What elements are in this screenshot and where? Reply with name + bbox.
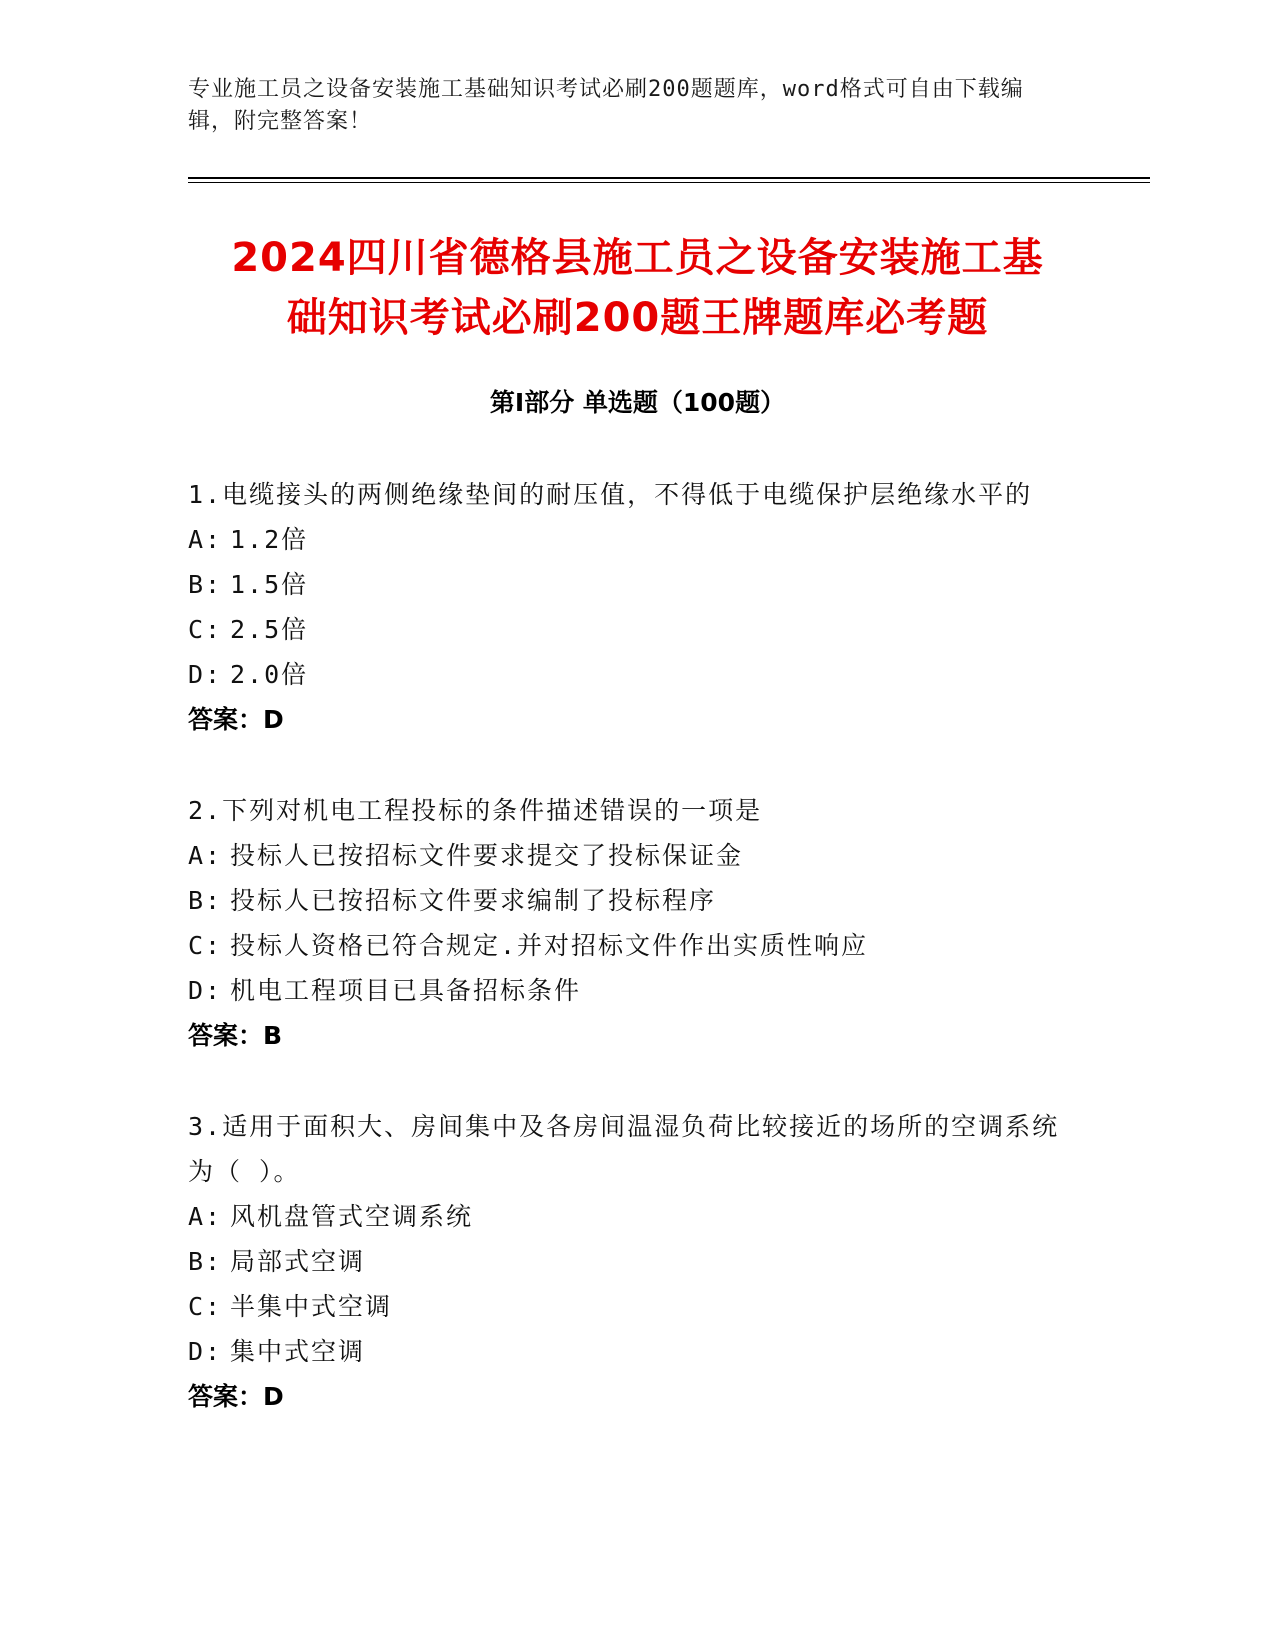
option-letter: A: bbox=[188, 841, 223, 870]
option-letter: A: bbox=[188, 1202, 223, 1231]
option-text: 风机盘管式空调系统 bbox=[230, 1202, 474, 1231]
option-d bbox=[188, 1329, 1068, 1374]
document-title-line-2: 础知识考试必刷200题王牌题库必考题 bbox=[286, 295, 989, 341]
header-note: 专业施工员之设备安装施工基础知识考试必刷200题题库，word格式可自由下载编辑，附完整答案！ bbox=[188, 77, 1024, 134]
option-letter: D: bbox=[188, 976, 223, 1005]
option-c bbox=[188, 1284, 1068, 1329]
option-text: 2.0倍 bbox=[230, 660, 309, 689]
option-text: 机电工程项目已具备招标条件 bbox=[230, 976, 582, 1005]
question-1 bbox=[188, 472, 1068, 742]
option-text: 投标人已按招标文件要求编制了投标程序 bbox=[230, 886, 717, 915]
option-b bbox=[188, 1239, 1068, 1284]
option-d bbox=[188, 968, 1068, 1013]
question-2 bbox=[188, 788, 1068, 1058]
question-stem: 3.适用于面积大、房间集中及各房间温湿负荷比较接近的场所的空调系统为（ ）。 bbox=[188, 1112, 1060, 1186]
option-text: 投标人已按招标文件要求提交了投标保证金 bbox=[230, 841, 744, 870]
option-text: 集中式空调 bbox=[230, 1337, 366, 1366]
option-text: 2.5倍 bbox=[230, 615, 309, 644]
answer-line: 答案：D bbox=[188, 1382, 284, 1411]
option-text: 1.2倍 bbox=[230, 525, 309, 554]
option-letter: C: bbox=[188, 1292, 223, 1321]
option-letter: D: bbox=[188, 1337, 223, 1366]
answer-line: 答案：D bbox=[188, 705, 284, 734]
answer-line: 答案：B bbox=[188, 1021, 283, 1050]
option-text: 投标人资格已符合规定.并对招标文件作出实质性响应 bbox=[230, 931, 869, 960]
option-letter: D: bbox=[188, 660, 223, 689]
option-letter: A: bbox=[188, 525, 223, 554]
option-letter: B: bbox=[188, 1247, 223, 1276]
option-c bbox=[188, 607, 1068, 652]
option-d bbox=[188, 652, 1068, 697]
section-heading: 第Ⅰ部分 单选题（100题） bbox=[489, 388, 786, 417]
question-list bbox=[188, 472, 1068, 1465]
option-a bbox=[188, 517, 1068, 562]
question-stem: 1.电缆接头的两侧绝缘垫间的耐压值，不得低于电缆保护层绝缘水平的 bbox=[188, 480, 1033, 509]
option-text: 半集中式空调 bbox=[230, 1292, 393, 1321]
document-title-line-1: 2024四川省德格县施工员之设备安装施工基 bbox=[231, 235, 1044, 281]
header-rule-thin bbox=[188, 182, 1150, 183]
question-3 bbox=[188, 1104, 1068, 1419]
option-text: 局部式空调 bbox=[230, 1247, 366, 1276]
option-letter: B: bbox=[188, 570, 223, 599]
option-a bbox=[188, 1194, 1068, 1239]
option-a bbox=[188, 833, 1068, 878]
option-letter: C: bbox=[188, 931, 223, 960]
option-letter: C: bbox=[188, 615, 223, 644]
option-c bbox=[188, 923, 1068, 968]
question-stem: 2.下列对机电工程投标的条件描述错误的一项是 bbox=[188, 796, 763, 825]
document-title bbox=[120, 228, 1155, 348]
option-letter: B: bbox=[188, 886, 223, 915]
header-rule-thick bbox=[188, 177, 1150, 179]
option-text: 1.5倍 bbox=[230, 570, 309, 599]
option-b bbox=[188, 562, 1068, 607]
option-b bbox=[188, 878, 1068, 923]
